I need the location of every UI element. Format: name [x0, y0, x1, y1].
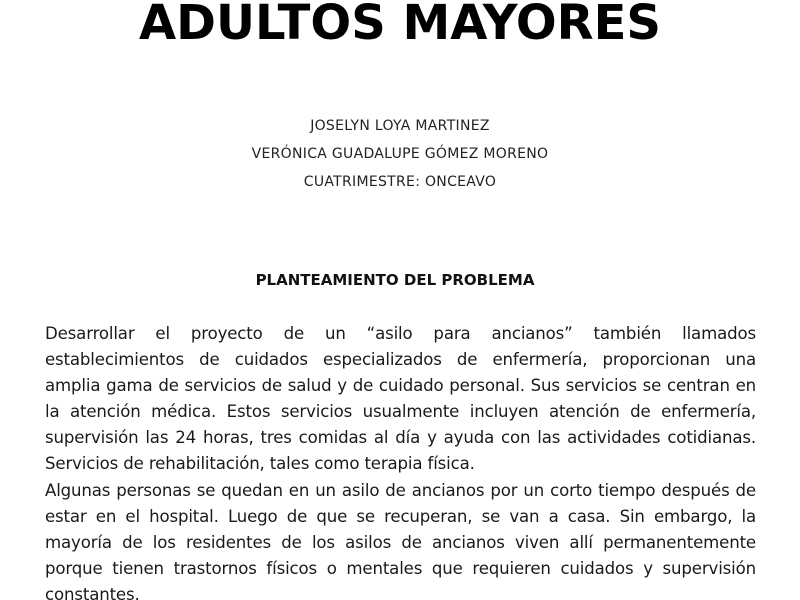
text-line: establecimientos de cuidados especializados de enfermería, proporcionan una: [45, 350, 756, 370]
text-line: mayoría de los residentes de los asilos de ancianos viven allí permanentemente: [45, 532, 756, 552]
document-title: ADULTOS MAYORES: [139, 0, 661, 51]
paragraph-1: [45, 321, 756, 478]
text-line: estar en el hospital. Luego de que se recuperan, se van a casa. Sin embargo, la: [45, 506, 756, 526]
text-line: la atención médica. Estos servicios usualmente incluyen atención de enfermería,: [45, 402, 756, 422]
body-text: [45, 321, 756, 600]
term-label: CUATRIMESTRE: ONCEAVO: [303, 174, 497, 190]
section-heading: PLANTEAMIENTO DEL PROBLEMA: [255, 271, 535, 289]
text-line: constantes.: [45, 584, 140, 600]
text-line: Servicios de rehabilitación, tales como terapia física.: [45, 454, 475, 474]
text-line: porque tienen trastornos físicos o mentales que requieren cuidados y supervisión: [45, 558, 756, 578]
author-name: JOSELYN LOYA MARTINEZ: [310, 118, 490, 134]
text-line: supervisión las 24 horas, tres comidas al día y ayuda con las actividades cotidianas.: [45, 428, 756, 448]
text-line: amplia gama de servicios de salud y de cuidado personal. Sus servicios se centran en: [45, 376, 756, 396]
text-line: Algunas personas se quedan en un asilo de ancianos por un corto tiempo después de: [45, 480, 756, 500]
author-name: VERÓNICA GUADALUPE GÓMEZ MORENO: [251, 146, 549, 162]
text-line: Desarrollar el proyecto de un “asilo para ancianos” también llamados: [45, 324, 756, 343]
paragraph-2: [45, 478, 756, 600]
authors-block: [0, 112, 800, 196]
